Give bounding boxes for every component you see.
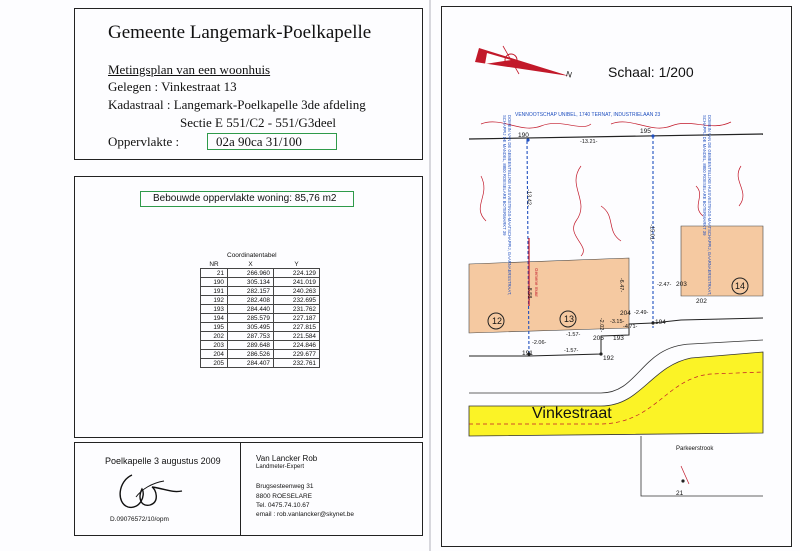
coordinates-table: [200, 260, 320, 368]
coord-y: 227.187: [274, 314, 320, 323]
reference: D.09076572/10/opm: [110, 516, 169, 523]
kadaster-line-2: Sectie E 551/C2 - 551/G3deel: [180, 115, 336, 130]
coord-x: 305.134: [228, 278, 274, 287]
area-label: Oppervlakte :: [108, 134, 180, 149]
built-area: Bebouwde oppervlakte woning: 85,76 m2: [153, 193, 337, 204]
lot-14: 14: [735, 281, 746, 291]
point-191: 191: [522, 350, 533, 357]
coordinate-row: [201, 305, 320, 314]
coord-nr: 191: [201, 287, 228, 296]
point-193: 193: [613, 335, 624, 342]
map-drawing: [441, 6, 792, 547]
address-2: 8800 ROESELARE: [256, 493, 313, 500]
coord-y: 221.584: [274, 332, 320, 341]
plan-type: Metingsplan van een woonhuis: [108, 62, 271, 77]
coord-y: 227.815: [274, 323, 320, 332]
signature: [112, 467, 192, 512]
garden-lot-14: [681, 226, 763, 296]
point-192: 192: [603, 355, 614, 362]
coord-nr: 204: [201, 350, 228, 359]
coordinate-row: [201, 341, 320, 350]
point-194: 194: [655, 319, 666, 326]
point-203: 203: [676, 281, 687, 288]
north-arrow-icon: [475, 46, 569, 76]
measure-top: -13.21-: [580, 139, 598, 145]
point-21: 21: [676, 490, 684, 497]
col-x: X: [248, 260, 253, 268]
coord-y: 231.762: [274, 305, 320, 314]
measure-194: -4.71-: [623, 324, 638, 330]
point-195: 195: [640, 128, 651, 135]
coordinates-title: Coordinatentabel: [227, 252, 277, 259]
measure-left-vertical: -13.42-: [525, 189, 532, 207]
coord-nr: 21: [201, 269, 228, 278]
coordinate-row: [201, 350, 320, 359]
lot-13: 13: [564, 314, 575, 324]
coord-x: 266.960: [228, 269, 274, 278]
coordinate-row: [201, 278, 320, 287]
coordinate-row: [201, 314, 320, 323]
road-vinkestraat: [469, 352, 763, 436]
measure-192: -1.57-: [564, 348, 579, 354]
coord-x: 287.753: [228, 332, 274, 341]
area-value: 02a 90ca 31/100: [216, 134, 302, 149]
coord-nr: 192: [201, 296, 228, 305]
street-name: Vinkestraat: [532, 405, 612, 422]
point-204: 204: [620, 310, 631, 317]
footer-divider: [240, 443, 241, 535]
point-205: 205: [593, 335, 604, 342]
coord-x: 284.407: [228, 359, 274, 368]
coord-x: 289.648: [228, 341, 274, 350]
coord-nr: 203: [201, 341, 228, 350]
point-202: 202: [696, 298, 707, 305]
lot-12: 12: [492, 316, 503, 326]
measure-191b: -1.57-: [566, 332, 581, 338]
shared-wall-label: Gemene muur: [533, 268, 539, 297]
coord-nr: 202: [201, 332, 228, 341]
coordinate-row: [201, 323, 320, 332]
coord-x: 284.440: [228, 305, 274, 314]
measure-191: -2.06-: [532, 340, 547, 346]
measure-203: -2.47-: [657, 282, 672, 288]
point-190: 190: [518, 132, 529, 139]
coord-x: 282.157: [228, 287, 274, 296]
owner-left: DOMEIN VAN DE GEMEENTELIJKE HUISVESTINGS-MAATSCHAPPIJ, GAARNAERSSTRAAT, SCHAPPIJ DE MANDEL, 8800 ROESELARE BOTERMARKT 39: [502, 115, 512, 296]
north-label: N: [564, 69, 573, 80]
measure-204: -2.49-: [634, 310, 649, 316]
municipality-title: Gemeente Langemark-Poelkapelle: [108, 22, 372, 43]
col-nr: NR: [209, 260, 219, 268]
coord-nr: 190: [201, 278, 228, 287]
coord-nr: 195: [201, 323, 228, 332]
coord-y: 224.129: [274, 269, 320, 278]
coord-nr: 205: [201, 359, 228, 368]
coord-y: 224.846: [274, 341, 320, 350]
address-1: Brugsesteenweg 31: [256, 483, 314, 490]
coord-x: 305.495: [228, 323, 274, 332]
kadaster-line-1: Kadastraal : Langemark-Poelkapelle 3de afdeling: [108, 97, 366, 112]
coord-y: 232.695: [274, 296, 320, 305]
measure-right-vertical: -15.01-: [648, 224, 655, 242]
surveyor-name: Van Lancker Rob: [256, 454, 318, 463]
location-line: Gelegen : Vinkestraat 13: [108, 79, 237, 94]
coord-y: 240.263: [274, 287, 320, 296]
scale-label: Schaal: 1/200: [608, 64, 694, 80]
coordinate-row: [201, 269, 320, 278]
telephone: Tel. 0475.74.10.67: [256, 502, 310, 509]
coord-nr: 193: [201, 305, 228, 314]
coord-nr: 194: [201, 314, 228, 323]
coordinate-row: [201, 359, 320, 368]
surveyor-title: Landmeter-Expert: [256, 464, 305, 470]
measure-205: -3.15-: [610, 319, 625, 325]
coordinate-row: [201, 332, 320, 341]
measure-lower-right: -6.47-: [618, 277, 625, 293]
coordinate-row: [201, 296, 320, 305]
parking-label: Parkeerstrook: [676, 446, 714, 452]
coord-x: 285.579: [228, 314, 274, 323]
col-y: Y: [294, 260, 299, 268]
coordinate-row: [201, 287, 320, 296]
measure-193: -2.02-: [598, 317, 605, 333]
coord-x: 282.408: [228, 296, 274, 305]
measure-lower-left: -8.58-: [526, 285, 533, 301]
coord-y: 229.677: [274, 350, 320, 359]
place-date: Poelkapelle 3 augustus 2009: [105, 456, 221, 466]
coord-x: 286.526: [228, 350, 274, 359]
coord-y: 241.019: [274, 278, 320, 287]
coord-y: 232.761: [274, 359, 320, 368]
owner-right: DOMEIN VAN DE GEMEENTELIJKE HUISVESTINGS-MAATSCHAPPIJ, GAARNAERSSTRAAT, SCHAPPIJ DE MANDEL, 8800 ROESELARE BOTERMARKT 39: [702, 115, 712, 296]
top-owner: VENNOOTSCHAP UNIBEL, 1740 TERNAT, INDUSTRIELAAN 23: [515, 112, 661, 118]
email: email : rob.vanlancker@skynet.be: [256, 511, 355, 518]
